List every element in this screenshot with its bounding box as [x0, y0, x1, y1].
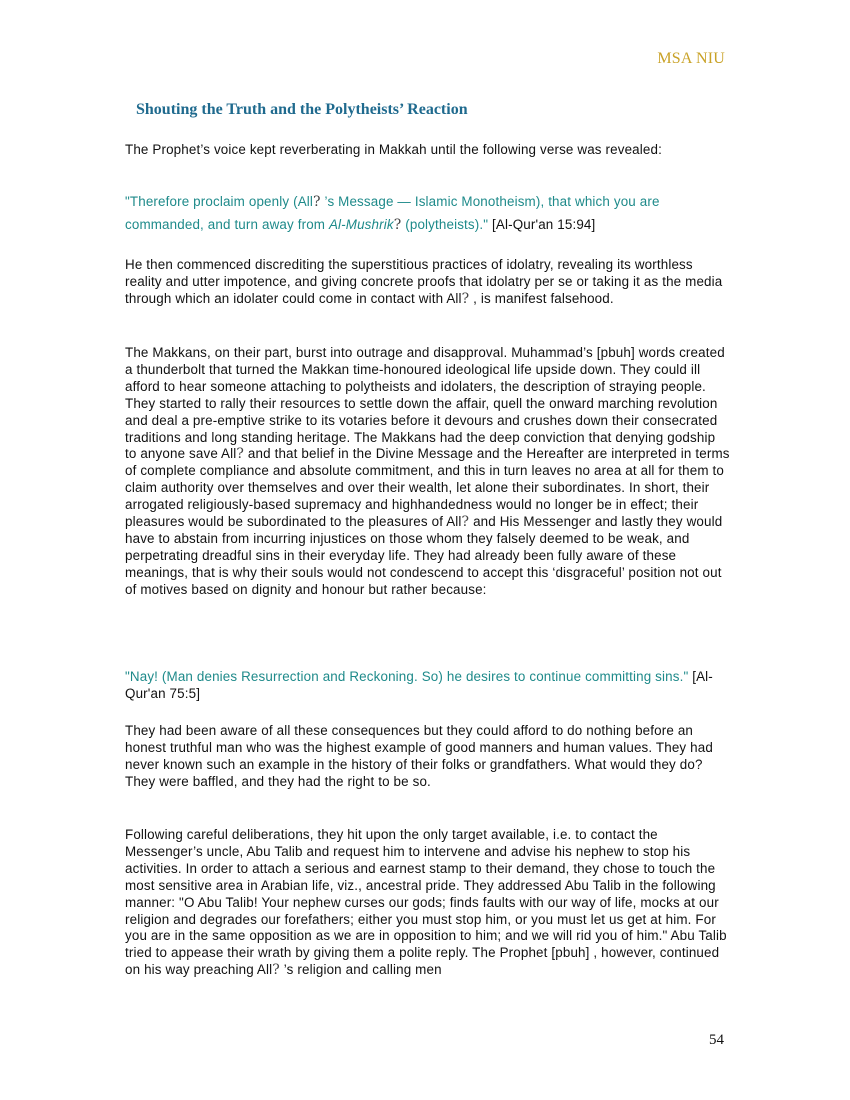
verse-reference: [Al-Qur'an 15:94] [488, 216, 596, 232]
verse-text: "Nay! (Man denies Resurrection and Reckoning. So) he desires to continue committing sins." [125, 669, 689, 684]
verse-reference: [Al-Qur'an 75:5] [125, 669, 713, 701]
verse-quote-75-5 [125, 669, 730, 703]
paragraph-idolatry: He then commenced discrediting the superstitious practices of idolatry, revealing its worthless reality and utter impotence, and giving concrete proofs that idolatry per se or taking it as the media through which an idolater could come in contact with All? , is manifest falsehood. [125, 257, 723, 307]
paragraph-abu-talib: Following careful deliberations, they hit upon the only target available, i.e. to contact the Messenger’s uncle, Abu Talib and request him to intervene and advise his nephew to stop his activities. In order to attach a serious and earnest stamp to their demand, they chose to touch the most sensitive area in Arabian life, viz., ancestral pride. They addressed Abu Talib in the following manner: "O Abu Talib! Your nephew curses our gods; finds faults with our way of life, mocks at our religion and degrades our forefathers; either you must stop him, or you must let us get at him. For you are in the same opposition as we are in opposition to him; and we will rid you of him." Abu Talib tried to appease their wrath by giving them a polite reply. The Prophet [pbuh] , however, continued on his way preaching All? ’s religion and calling men [125, 827, 727, 979]
paragraph-intro: The Prophet’s voice kept reverberating in Makkah until the following verse was revealed: [125, 142, 662, 157]
header-mark: MSA NIU [657, 50, 725, 67]
verse-quote-15-94 [125, 191, 730, 236]
paragraph-makkans: The Makkans, on their part, burst into outrage and disapproval. Muhammad’s [pbuh] words created a thunderbolt that turned the Makkan time-honoured ideological life upside down. They could ill afford to hear someone attaching to polytheists and idolaters, the description of straying people. They started to rally their resources to settle down the affair, quell the onward marching revolution and deal a pre-emptive strike to its votaries before it devours and crushes down their consecrated traditions and long standing heritage. The Makkans had the deep conviction that denying godship to anyone save All? and that belief in the Divine Message and the Hereafter are interpreted in terms of complete compliance and absolute commitment, and this in turn leaves no area at all for them to claim authority over themselves and over their wealth, let alone their subordinates. In short, their arrogated religiously-based supremacy and highhandedness would no longer be in effect; their pleasures would be subordinated to the pleasures of All? and His Messenger and lastly they would have to abstain from incurring injustices on those whom they falsely deemed to be weak, and perpetrating dreadful sins in their everyday life. They had already been fully aware of these meanings, that is why their souls would not condescend to accept this ‘disgraceful’ position not out of motives based on dignity and honour but rather because: [125, 345, 730, 597]
verse-text: "Therefore proclaim openly (All? ’s Message — Islamic Monotheism), that which you are commanded, and turn away from Al-Mushrik? (polytheists)." [125, 194, 660, 233]
section-title: Shouting the Truth and the Polytheists’ Reaction [136, 101, 468, 118]
page-number: 54 [709, 1032, 724, 1048]
paragraph-consequences: They had been aware of all these consequences but they could afford to do nothing before an honest truthful man who was the highest example of good manners and human values. They had never known such an example in the history of their folks or grandfathers. What would they do? They were baffled, and they had the right to be so. [125, 723, 713, 789]
